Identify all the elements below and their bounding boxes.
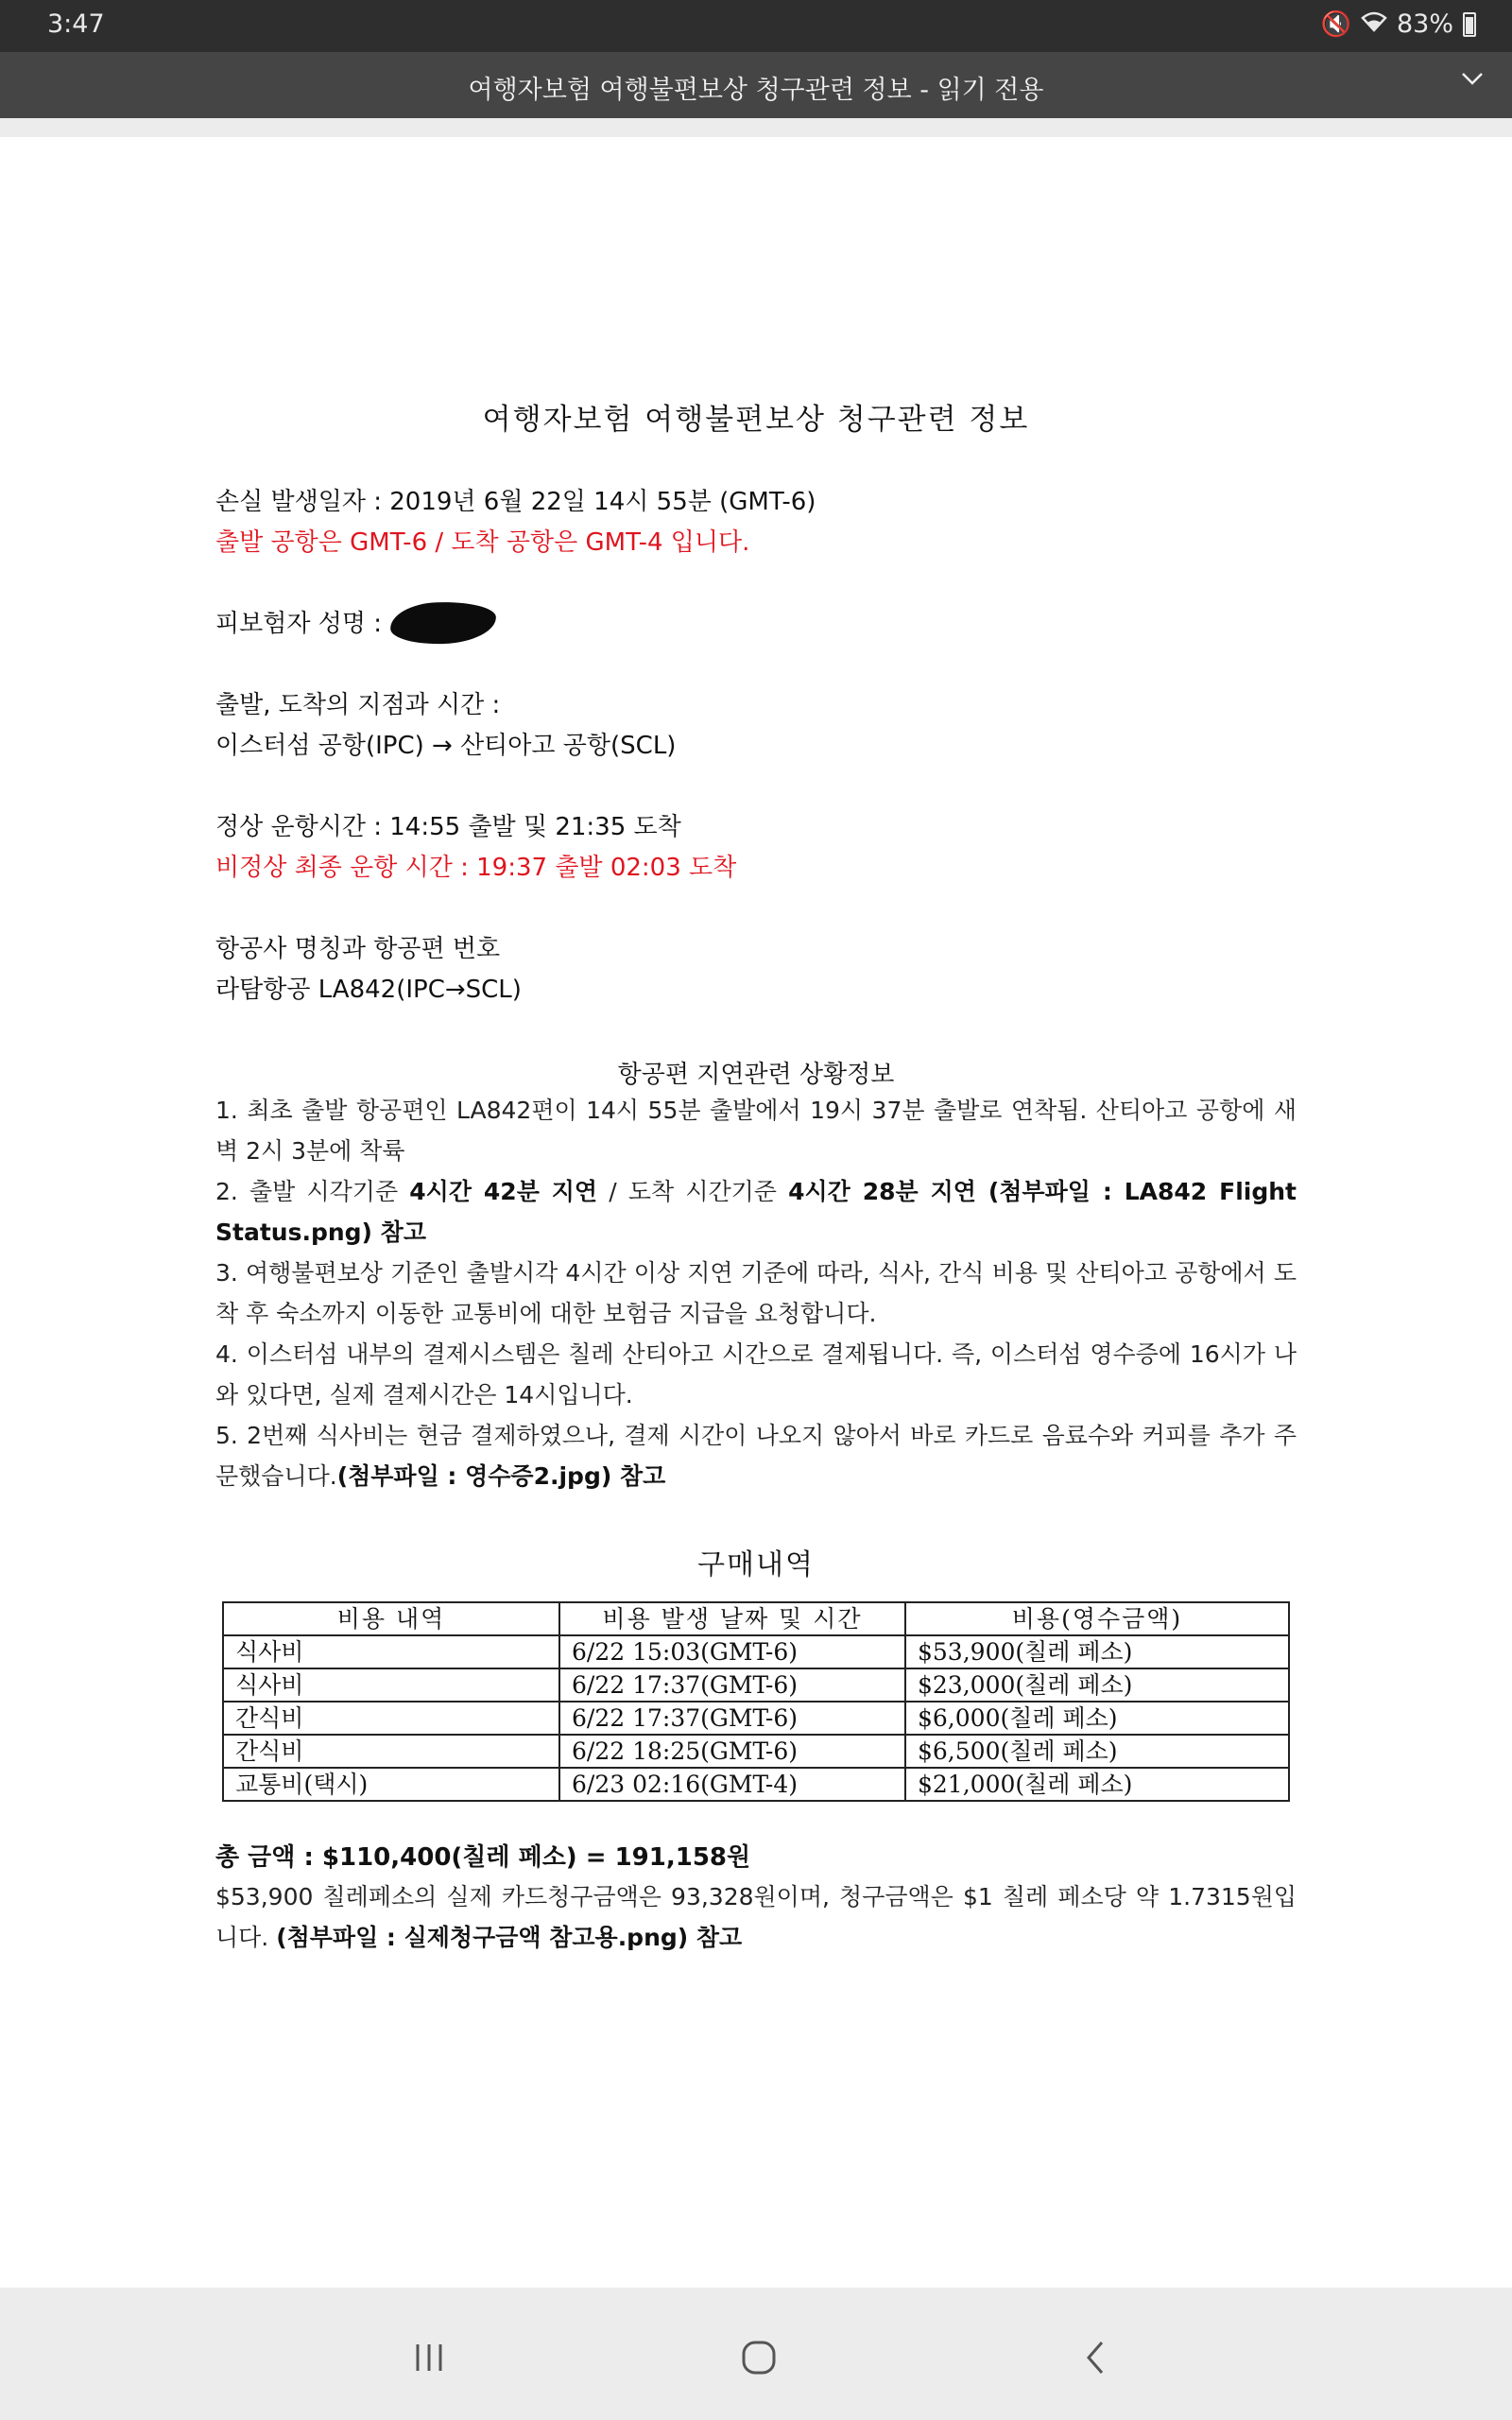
table-cell: 간식비: [223, 1735, 559, 1768]
table-cell: 식사비: [223, 1635, 559, 1668]
status-icons: [1321, 9, 1476, 39]
purchase-heading: 구매내역: [697, 1548, 815, 1582]
table-cell: $21,000(칠레 페소): [905, 1768, 1289, 1801]
table-header: 비용(영수금액): [905, 1602, 1289, 1635]
route: 이스터섬 공항(IPC) → 산티아고 공항(SCL): [215, 732, 677, 760]
insured-label: 피보험자 성명 :: [215, 610, 382, 638]
table-header: 비용 발생 날짜 및 시간: [559, 1602, 905, 1635]
status-bar: [0, 0, 1512, 52]
table-cell: 6/22 15:03(GMT-6): [559, 1635, 905, 1668]
table-cell: $6,000(칠레 페소): [905, 1702, 1289, 1735]
delay-item-1: 1. 최초 출발 항공편인 LA842편이 14시 55분 출발에서 19시 37분 출발로 연착됨. 산티아고 공항에 새벽 2시 3분에 착륙: [215, 1097, 1297, 1165]
table-cell: 6/23 02:16(GMT-4): [559, 1768, 905, 1801]
delay-item-4: 4. 이스터섬 내부의 결제시스템은 칠레 산티아고 시간으로 결제됩니다. 즉, 이스터섬 영수증에 16시가 나와 있다면, 실제 결제시간은 14시입니다.: [215, 1340, 1297, 1409]
table-cell: 식사비: [223, 1668, 559, 1702]
table-cell: $23,000(칠레 페소): [905, 1668, 1289, 1702]
table-cell: $6,500(칠레 페소): [905, 1735, 1289, 1768]
chevron-down-icon[interactable]: [1459, 65, 1486, 99]
table-cell: $53,900(칠레 페소): [905, 1635, 1289, 1668]
table-row: [223, 1768, 1289, 1801]
table-cell: 6/22 17:37(GMT-6): [559, 1668, 905, 1702]
battery-percent: 83%: [1396, 9, 1453, 39]
wifi-icon: [1361, 10, 1387, 39]
status-time: 3:47: [47, 9, 105, 39]
timezone-note: 출발 공항은 GMT-6 / 도착 공항은 GMT-4 입니다.: [215, 528, 750, 557]
doc-title: 여행자보험 여행불편보상 청구관련 정보: [482, 403, 1030, 437]
home-icon[interactable]: [740, 2335, 778, 2388]
abnormal-time: 비정상 최종 운항 시간 : 19:37 출발 02:03 도착: [215, 854, 737, 882]
battery-icon: [1463, 12, 1476, 37]
table-cell: 6/22 18:25(GMT-6): [559, 1735, 905, 1768]
table-row: [223, 1668, 1289, 1702]
route-label: 출발, 도착의 지점과 시간 :: [215, 691, 501, 719]
table-row: [223, 1702, 1289, 1735]
back-icon[interactable]: [1077, 2335, 1115, 2388]
table-header-row: [223, 1602, 1289, 1635]
loss-date: 손실 발생일자 : 2019년 6월 22일 14시 55분 (GMT-6): [215, 488, 816, 516]
document-title-bar: [0, 52, 1512, 118]
table-row: [223, 1735, 1289, 1768]
table-cell: 6/22 17:37(GMT-6): [559, 1702, 905, 1735]
delay-item-5: 5. 2번째 식사비는 현금 결제하였으나, 결제 시간이 나오지 않아서 바로 카드로 음료수와 커피를 추가 주문했습니다.(첨부파일 : 영수증2.jpg) 참고: [215, 1422, 1297, 1490]
table-cell: 간식비: [223, 1702, 559, 1735]
airline: 라탐항공 LA842(IPC→SCL): [215, 976, 522, 1004]
delay-item-2: 2. 출발 시각기준 4시간 42분 지연 / 도착 시간기준 4시간 28분 지연 (첨부파일 : LA842 Flight Status.png) 참고: [215, 1178, 1297, 1246]
delay-item-3: 3. 여행불편보상 기준인 출발시각 4시간 이상 지연 기준에 따라, 식사, 간식 비용 및 산티아고 공항에서 도착 후 숙소까지 이동한 교통비에 대한 보험금 지급을 요청합니다.: [215, 1259, 1297, 1327]
document-title: 여행자보험 여행불편보상 청구관련 정보 - 읽기 전용: [468, 76, 1044, 105]
total-amount: 총 금액 : $110,400(칠레 페소) = 191,158원: [215, 1843, 751, 1872]
normal-time: 정상 운항시간 : 14:55 출발 및 21:35 도착: [215, 813, 681, 841]
table-header: 비용 내역: [223, 1602, 559, 1635]
delay-heading: 항공편 지연관련 상황정보: [617, 1061, 895, 1089]
recent-apps-icon[interactable]: [410, 2335, 448, 2388]
system-navigation-bar: [0, 2314, 1512, 2420]
table-row: [223, 1635, 1289, 1668]
purchase-table: [222, 1601, 1290, 1802]
exchange-note: $53,900 칠레페소의 실제 카드청구금액은 93,328원이며, 청구금액은 $1 칠레 페소당 약 1.7315원입니다. (첨부파일 : 실제청구금액 참고용.png) 참고: [215, 1883, 1297, 1951]
table-cell: 교통비(택시): [223, 1768, 559, 1801]
airline-label: 항공사 명칭과 항공편 번호: [215, 935, 501, 963]
mute-icon: 🔇: [1320, 9, 1351, 39]
